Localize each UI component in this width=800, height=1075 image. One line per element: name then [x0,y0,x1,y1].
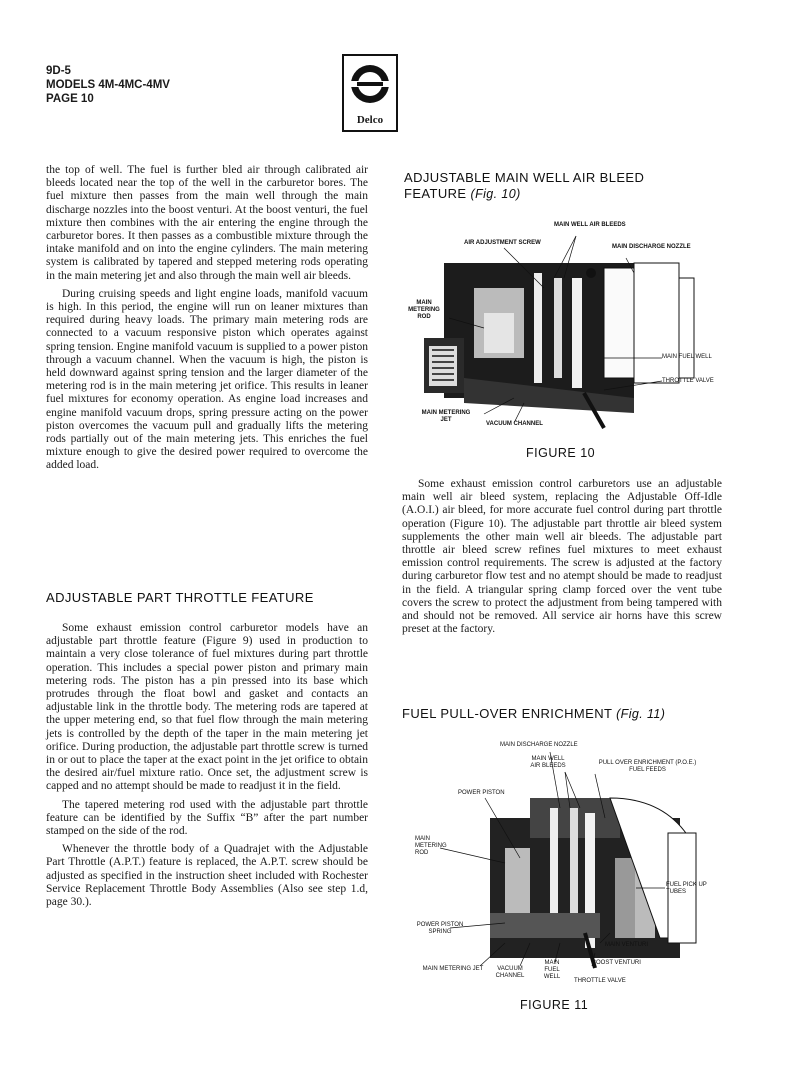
heading-text: FUEL PULL-OVER ENRICHMENT [402,706,613,721]
label-main-metering-jet: MAIN METERING JET [422,966,484,972]
label-boost-venturi: BOOST VENTURI [592,960,641,966]
label-vacuum-channel: VACUUM CHANNEL [495,966,525,979]
label-main-venturi: MAIN VENTURI [605,942,649,948]
right-column-airbleed [402,478,722,641]
heading-line-2 [404,186,644,202]
carburetor-cutaway-diagram [404,218,734,433]
heading-fuel-pull-over [402,706,665,722]
figure-10-caption: FIGURE 10 [526,446,596,460]
label-main-discharge-nozzle: MAIN DISCHARGE NOZZLE [612,244,691,250]
models-line: MODELS 4M-4MC-4MV [46,79,170,91]
label-main-metering-jet: MAIN METERING JET [421,410,471,423]
left-column-apt [46,622,368,914]
label-main-well-air-bleeds: MAIN WELL AIR BLEEDS [530,756,566,769]
figure-reference: (Fig. 11) [616,707,666,721]
heading-line-1: ADJUSTABLE MAIN WELL AIR BLEED [404,170,645,185]
label-main-discharge-nozzle: MAIN DISCHARGE NOZZLE [500,742,578,748]
paragraph: Some exhaust emission control carburetor models have an adjustable part throttle feature (Figure 9) used in production to maintain a very close tolerance of fuel mixtures during part throttle operation. This includes a special power piston and primary main metering rods. The piston has a pin pressed into its base which protrudes through the float bowl and gasket and contacts an adjustable link in the throttle body. The metering rods are tapered at the upper metering end, so that fuel flow through the main metering jets is controlled by the depth of the taper in the main metering jet orifice. During production, the adjustable part throttle screw is turned in or out to place the taper at the exact point in the jet orifice to obtain the desired air/fuel mixture ratio. Once set, the adjustment screw is capped and no attempt should be made to readjust it in the field. [46,622,368,793]
figure-10 [404,218,734,433]
section-number: 9D-5 [46,65,71,77]
label-main-well-air-bleeds: MAIN WELL AIR BLEEDS [554,222,626,228]
label-power-piston-spring: POWER PISTON SPRING [416,922,464,935]
label-air-adjustment-screw: AIR ADJUSTMENT SCREW [464,240,541,246]
figure-11 [410,738,710,990]
heading-main-well-air-bleed [404,170,644,202]
paragraph: the top of well. The fuel is further bled air through calibrated air bleeds located near the top of the well in the carburetor bores. The fuel mixture then passes from the main well through the main discharge nozzles into the boost venturi. At the boost venturi, the fuel mixture then combines with the air entering the engine through the carburetor bores. It then passes as a combustible mixture through the intake manifold and on into the engine cylinders. The main metering system is calibrated by tapered and stepped metering rods operating in the main metering jet and also through the main well air bleeds. [46,164,368,282]
label-main-metering-rod: MAIN METERING ROD [408,300,440,320]
label-throttle-valve: THROTTLE VALVE [662,378,714,384]
logo-text: Delco [356,114,384,126]
label-fuel-pick-up-tubes: FUEL PICK UP TUBES [666,882,707,895]
label-vacuum-channel: VACUUM CHANNEL [486,421,543,427]
heading-text: FEATURE [404,186,467,201]
figure-11-caption: FIGURE 11 [520,998,589,1012]
page-number: PAGE 10 [46,93,94,105]
label-poe-fuel-feeds: PULL OVER ENRICHMENT (P.O.E.) FUEL FEEDS [598,760,697,773]
pull-over-enrichment-diagram [410,738,710,990]
label-main-metering-rod: MAIN METERING ROD [415,836,447,856]
label-throttle-valve: THROTTLE VALVE [574,978,626,984]
label-power-piston: POWER PISTON [458,790,505,796]
delco-logo [342,54,398,132]
paragraph: Whenever the throttle body of a Quadrajet with the Adjustable Part Throttle (A.P.T.) feature is replaced, the A.P.T. screw should be adjusted as specified in the instruction sheet included with Rochester Service Replacement Throttle Body Assemblies (Also see step 1.d, page 30.). [46,843,368,909]
left-column-intro [46,164,368,478]
paragraph: The tapered metering rod used with the adjustable part throttle feature can be identified by the Suffix “B” after the part number stamped on the side of the rod. [46,798,368,838]
paragraph: During cruising speeds and light engine loads, manifold vacuum is high. In this period, the engine will run on leaner mixtures than required during heavy loads. The primary main metering rods are connected to a vacuum responsive piston which operates against spring tension. Engine manifold vacuum is supplied to a power piston through a vacuum channel. When the vacuum is high, the piston is held downward against spring tension and the larger diameter of the metering rod is in the main metering jet orifice. This results in leaner fuel mixtures for economy operation. As engine load increases and engine manifold vacuum drops, spring pressure acting on the power piston overcomes the vacuum pull and gradually lifts the metering rods partially out of the main metering jets. This enriches the fuel mixture enough to give the desired power required to overcome the added load. [46,287,368,472]
figure-reference: (Fig. 10) [470,187,521,201]
delco-emblem-icon [349,62,391,108]
label-main-fuel-well: MAIN FUEL WELL [543,960,561,980]
label-main-fuel-well: MAIN FUEL WELL [662,354,712,360]
page-header [46,64,170,106]
heading-adjustable-part-throttle: ADJUSTABLE PART THROTTLE FEATURE [46,590,314,605]
paragraph: Some exhaust emission control carburetors use an adjustable main well air bleed system, replacing the Adjustable Off-Idle (A.O.I.) air bleed, for more accurate fuel control during part throttle operation (Figure 10). The adjustable part throttle air bleed system supplements the other main well air bleeds. The adjustable part throttle air bleed screw refines fuel mixtures to meet exhaust emission control requirements. The screw is adjusted at the factory during carburetor flow test and no atempt should be made to readjust in the field. A triangular spring clamp forced over the vent tube covers the screw to protect the adjustment from being tampered with and should not be removed. All service air horns have this screw preset at the factory. [402,478,722,636]
